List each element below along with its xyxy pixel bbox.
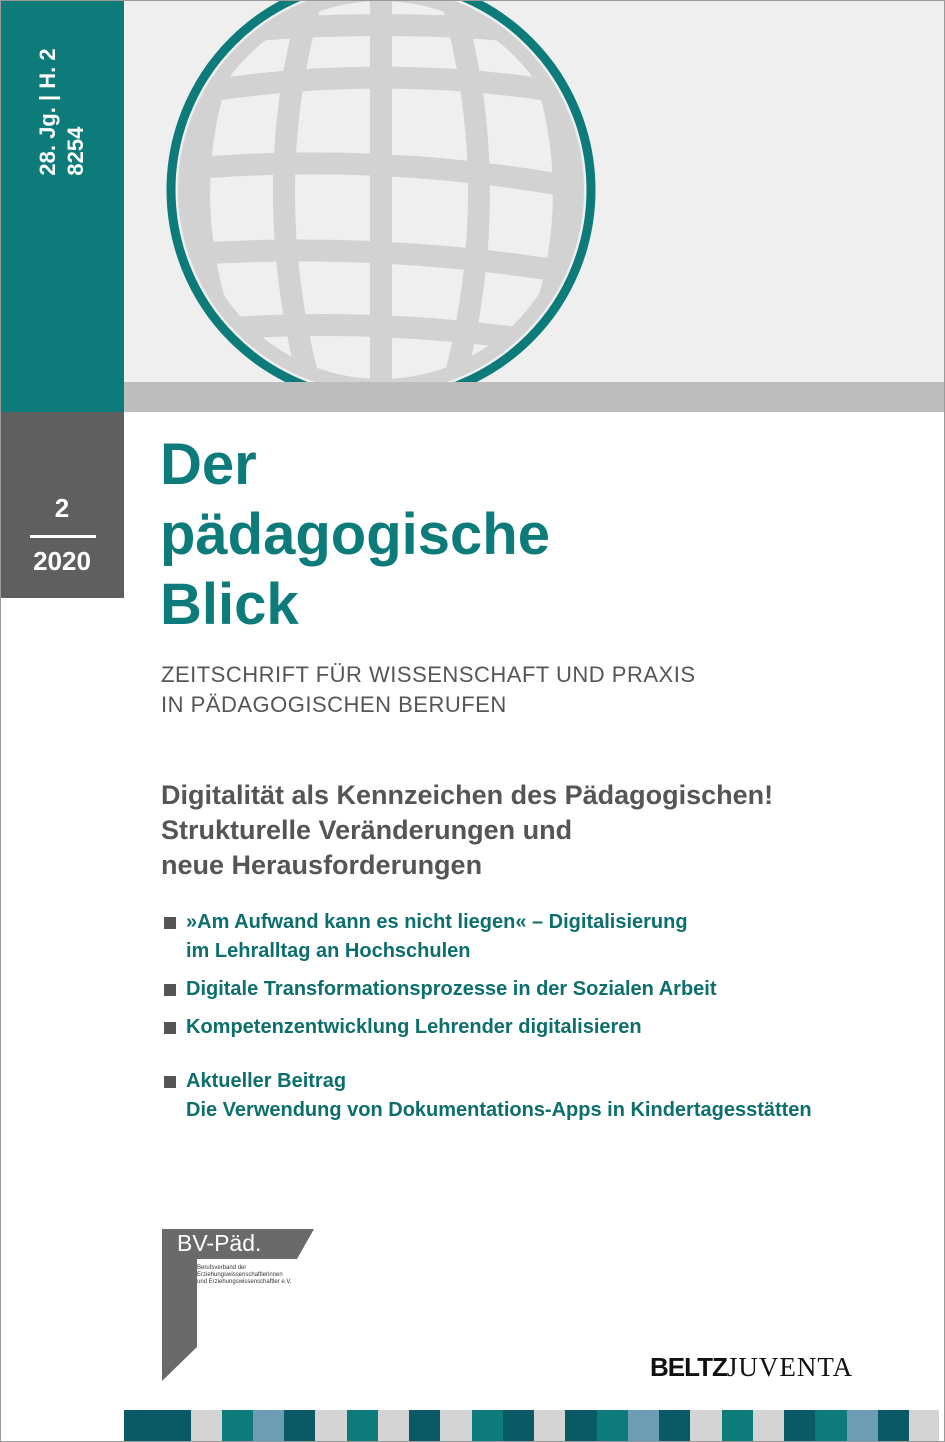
- publisher-name-part2: JUVENTA: [726, 1352, 854, 1382]
- stripe-segment: [722, 1410, 753, 1442]
- stripe-segment: [659, 1410, 690, 1442]
- stripe-segment: [347, 1410, 378, 1442]
- stripe-segment: [284, 1410, 315, 1442]
- contents-line: »Am Aufwand kann es nicht liegen« – Digitalisierung: [186, 911, 688, 933]
- volume-line: 28. Jg. | H. 2: [35, 48, 60, 176]
- square-bullet-icon: [164, 1076, 176, 1088]
- stripe-segment: [315, 1410, 347, 1442]
- stripe-segment: [784, 1410, 815, 1442]
- theme-line: Digitalität als Kennzeichen des Pädagogischen!: [161, 780, 774, 810]
- stripe-segment: [503, 1410, 534, 1442]
- journal-subtitle: [161, 660, 696, 720]
- stripe-segment: [409, 1410, 440, 1442]
- contents-line: Digitale Transformationsprozesse in der Sozialen Arbeit: [186, 978, 717, 1000]
- contents-item: [162, 1067, 922, 1125]
- volume-code: 8254: [63, 126, 88, 176]
- contents-line: Aktueller Beitrag: [186, 1070, 347, 1092]
- title-line: pädagogische: [160, 502, 550, 567]
- title-line: Der: [160, 432, 257, 497]
- square-bullet-icon: [164, 1022, 176, 1034]
- square-bullet-icon: [164, 917, 176, 929]
- journal-title: [160, 430, 550, 640]
- contents-item: [162, 975, 922, 1004]
- issue-theme: [161, 778, 773, 883]
- theme-line: neue Herausforderungen: [161, 850, 483, 880]
- contents-item: [162, 1013, 922, 1042]
- stripe-segment: [124, 1410, 191, 1442]
- square-bullet-icon: [164, 984, 176, 996]
- stripe-segment: [222, 1410, 253, 1442]
- globe-illustration-area: [124, 0, 945, 382]
- subtitle-line: IN PÄDAGOGISCHEN BERUFEN: [161, 692, 507, 717]
- contents-line: im Lehralltag an Hochschulen: [186, 940, 471, 962]
- publisher-logo: [650, 1352, 853, 1383]
- stripe-segment: [597, 1410, 628, 1442]
- contents-list: [162, 908, 922, 1134]
- stripe-segment: [191, 1410, 222, 1442]
- stripe-segment: [534, 1410, 565, 1442]
- issue-year: 2020: [33, 546, 91, 576]
- stripe-segment: [378, 1410, 409, 1442]
- title-line: Blick: [160, 572, 299, 637]
- stripe-segment: [565, 1410, 597, 1442]
- association-description-line: Erziehungswissenschaftlerinnen: [197, 1272, 283, 1278]
- stripe-segment: [753, 1410, 784, 1442]
- association-description-line: und Erziehungswissenschaftler e.V.: [197, 1279, 292, 1285]
- stripe-segment: [847, 1410, 878, 1442]
- stripe-segment: [690, 1410, 722, 1442]
- issue-divider: [30, 535, 96, 538]
- stripe-segment: [815, 1410, 847, 1442]
- publisher-name-part1: BELTZ: [650, 1352, 727, 1382]
- stripe-segment: [628, 1410, 659, 1442]
- issue-number: 2: [54, 493, 70, 523]
- association-description: [197, 1265, 357, 1286]
- theme-line: Strukturelle Veränderungen und: [161, 815, 573, 845]
- stripe-segment: [909, 1410, 939, 1442]
- stripe-segment: [878, 1410, 909, 1442]
- contents-line: Kompetenzentwicklung Lehrender digitalisieren: [186, 1016, 642, 1038]
- contents-item: [162, 908, 922, 966]
- subtitle-line: ZEITSCHRIFT FÜR WISSENSCHAFT UND PRAXIS: [161, 662, 696, 687]
- stripe-segment: [440, 1410, 472, 1442]
- contents-line: Die Verwendung von Dokumentations-Apps in Kindertagesstätten: [186, 1099, 812, 1121]
- hero-gray-bar: [124, 382, 945, 412]
- stripe-segment: [472, 1410, 503, 1442]
- association-description-line: Berufsverband der: [197, 1265, 247, 1271]
- association-name: BV-Päd.: [177, 1230, 262, 1256]
- stripe-segment: [253, 1410, 284, 1442]
- decorative-stripes: [124, 1410, 945, 1442]
- globe-icon: [124, 0, 945, 382]
